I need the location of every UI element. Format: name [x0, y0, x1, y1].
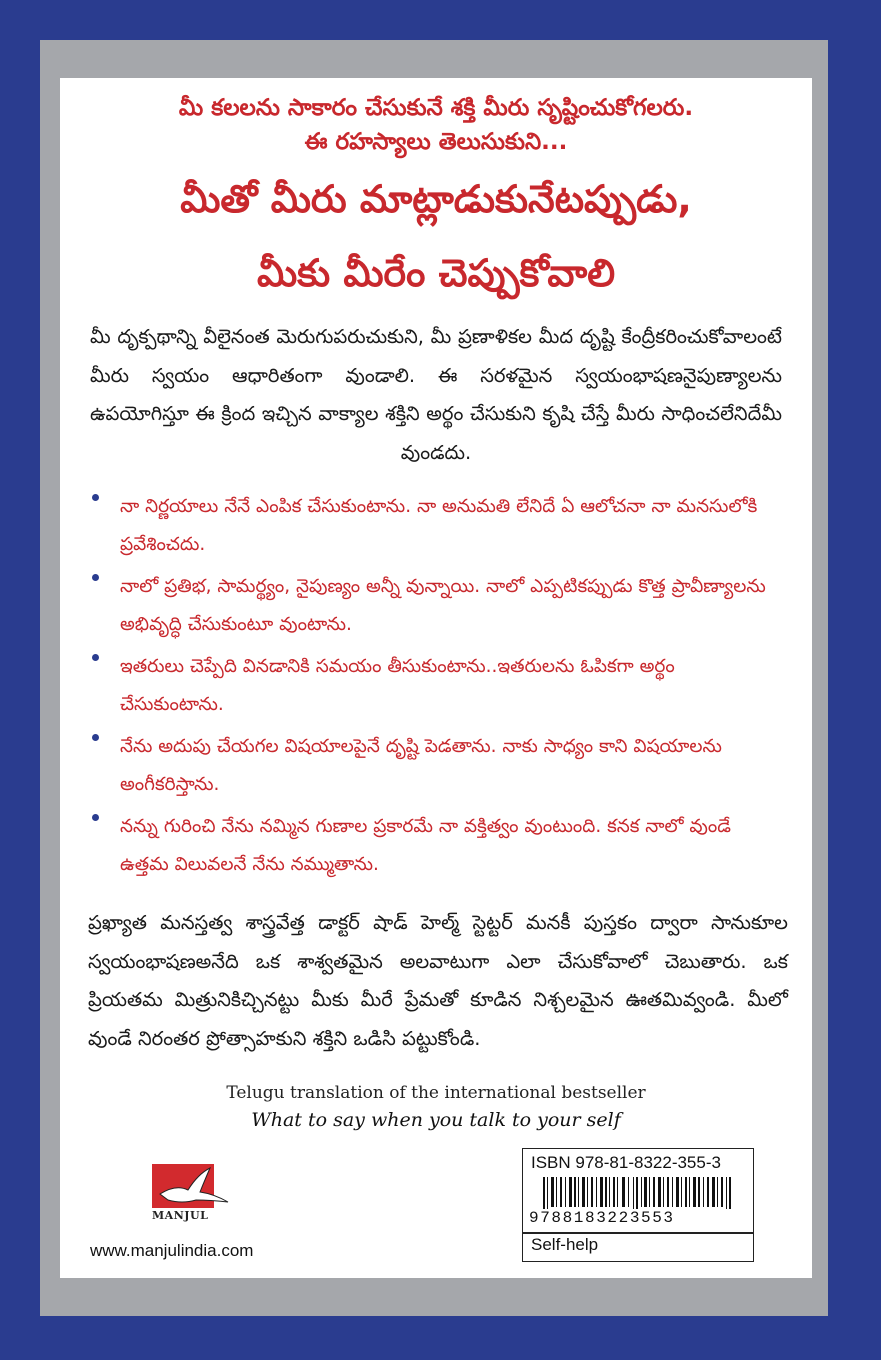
isbn-label: ISBN 978-81-8322-355-3: [531, 1153, 721, 1172]
bullet-text: నన్ను గురించి నేను నమ్మిన గుణాల ప్రకారమే నా వక్తిత్వం వుంటుంది. కనక నాలో వుండే ఉత్తమ విలువలనే నేను నమ్ముతాను.: [120, 816, 731, 875]
bullet-icon: [92, 654, 99, 661]
list-item: [82, 568, 782, 644]
intro-paragraph: మీ దృక్పథాన్ని వీలైనంత మెరుగుపరుచుకుని, మీ ప్రణాళికల మీద దృష్టి కేంద్రీకరించుకోవాలంటే మీరు స్వయం ఆధారితంగా వుండాలి. ఈ సరళమైన స్వయంభాషణనైపుణ్యాలను ఉపయోగిస్తూ ఈ క్రింద ఇచ్చిన వాక్యాల శక్తిని అర్థం చేసుకుని కృషి చేస్తే మీరు సాధించలేనిదేమీ వుండదు.: [90, 325, 782, 464]
list-item: [82, 488, 782, 564]
list-item: [82, 728, 782, 804]
original-title: What to say when you talk to your self: [251, 1109, 621, 1131]
bullet-text: ఇతరులు చెప్పేది వినడానికి సమయం తీసుకుంటాను..ఇతరులను ఓపికగా అర్థం చేసుకుంటాను.: [120, 656, 675, 715]
bullet-text: నేను అదుపు చేయగల విషయాలపైనే దృష్టి పెడతాను. నాకు సాధ్యం కాని విషయాలను అంగీకరిస్తాను.: [120, 736, 722, 795]
outro-paragraph: ప్రఖ్యాత మనస్తత్వ శాస్త్రవేత్త డాక్టర్ షాడ్ హెల్మ్ స్టెట్టర్ మనకీ పుస్తకం ద్వారా సానుకూల స్వయంభాషణఅనేది ఒక శాశ్వతమైన అలవాటుగా ఎలా చేసుకోవాలో చెబుతారు. ఒక ప్రియతమ మిత్రునికిచ్చినట్టు మీకు మీరే ప్రేమతో కూడిన నిశ్చలమైన ఊతమివ్వండి. మీలో వుండే నిరంతర ప్రోత్సాహకుని శక్తిని ఒడిసి పట్టుకోండి.: [88, 911, 788, 1050]
bullet-icon: [92, 494, 99, 501]
translation-note: Telugu translation of the international bestseller: [226, 1083, 646, 1103]
tagline-line-2: ఈ రహస్యాలు తెలుసుకుని...: [304, 129, 568, 155]
barcode-digits: 9788183223553: [529, 1209, 747, 1227]
bullet-text: నా నిర్ణయాలు నేనే ఎంపిక చేసుకుంటాను. నా అనుమతి లేనిదే ఏ ఆలోచనా నా మనసులోకి ప్రవేశించదు.: [120, 496, 758, 555]
publisher-website: www.manjulindia.com: [90, 1241, 254, 1260]
bullet-text: నాలో ప్రతిభ, సామర్థ్యం, నైపుణ్యం అన్నీ వున్నాయి. నాలో ఎప్పటికప్పుడు కొత్త ప్రావీణ్యాలను అభివృద్ధి చేసుకుంటూ వుంటాను.: [120, 576, 766, 635]
bullet-icon: [92, 574, 99, 581]
headline-line-2: మీకు మీరేం చెప్పుకోవాలి: [256, 251, 616, 295]
category-label: Self-help: [531, 1235, 599, 1254]
isbn-barcode-box: [522, 1148, 754, 1262]
list-item: [82, 808, 782, 884]
list-item: [82, 648, 782, 724]
affirmation-list: [82, 488, 782, 888]
publisher-logo-text: MANJUL: [152, 1209, 209, 1222]
headline-line-1: మీతో మీరు మాట్లాడుకునేటప్పుడు,: [180, 177, 692, 221]
bullet-icon: [92, 734, 99, 741]
divider: [523, 1232, 753, 1234]
back-cover: [60, 78, 812, 1278]
tagline-line-1: మీ కలలను సాకారం చేసుకునే శక్తి మీరు సృష్టించుకోగలరు.: [178, 95, 694, 121]
bullet-icon: [92, 814, 99, 821]
